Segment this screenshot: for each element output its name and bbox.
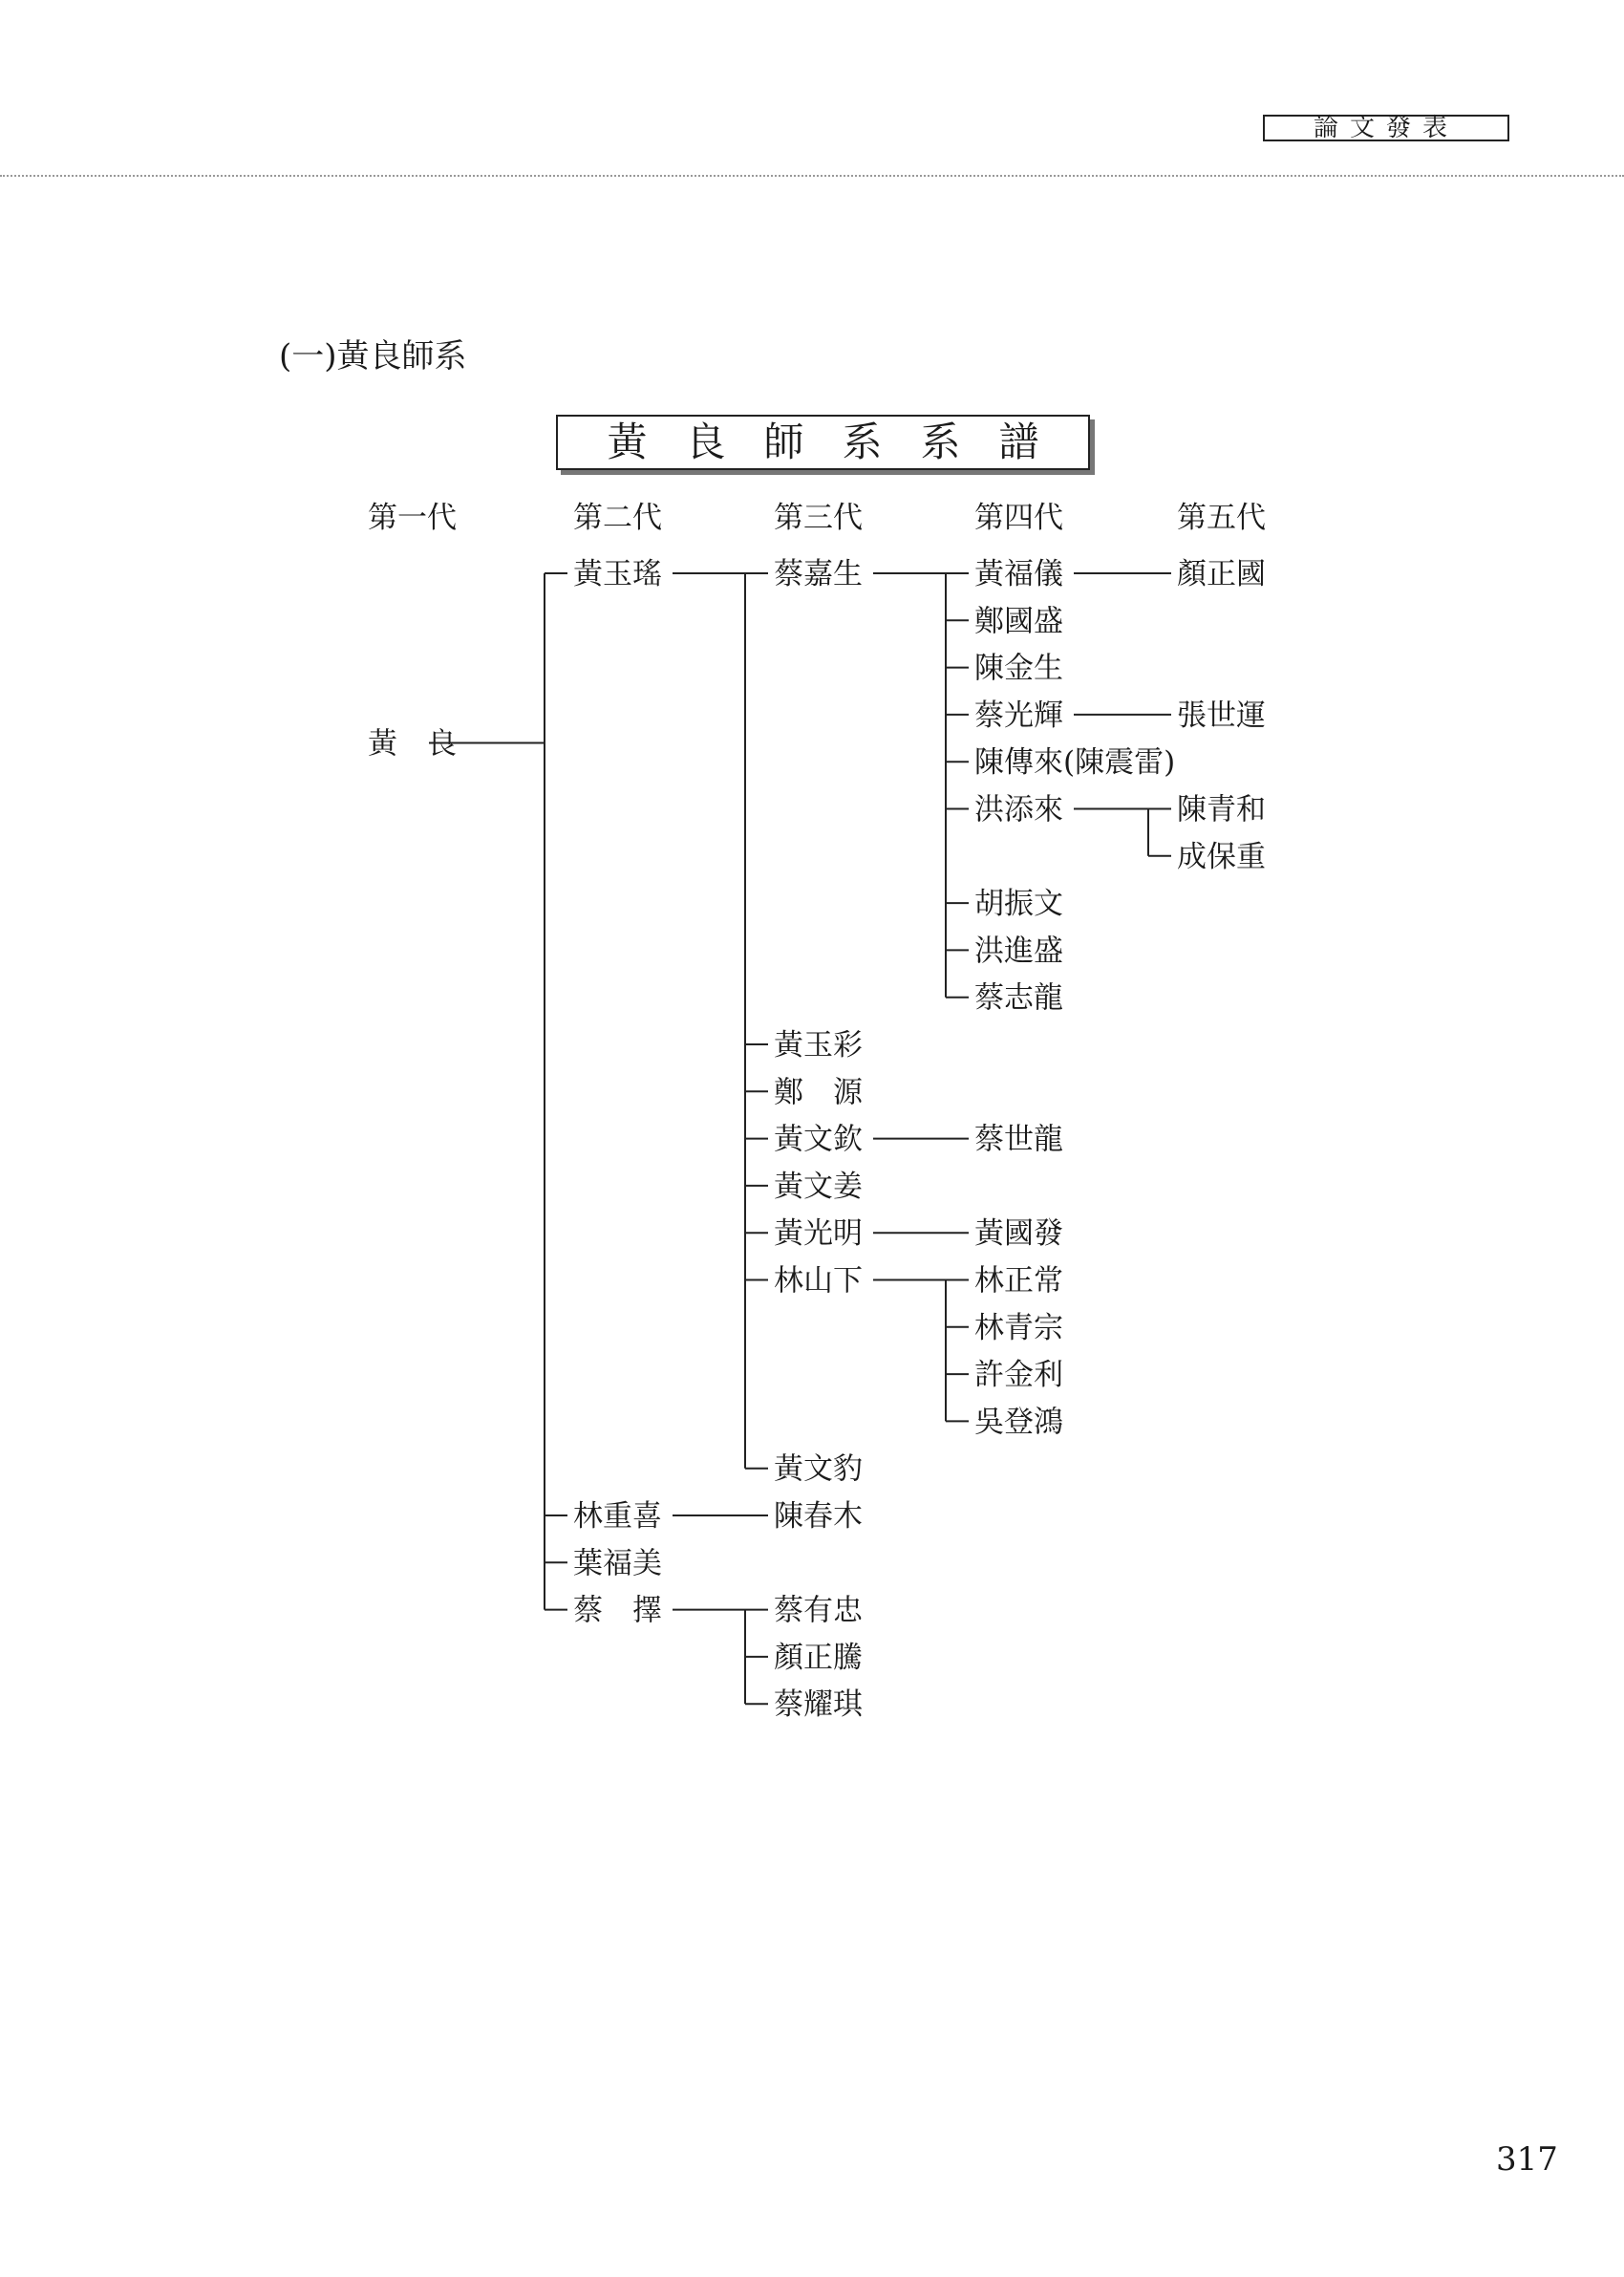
member-name-gen3: 蔡嘉生	[774, 557, 863, 591]
member-name-gen3: 鄭 源	[774, 1075, 863, 1110]
section-heading: (一)黃良師系	[279, 337, 467, 376]
member-name-gen4: 黃福儀	[974, 557, 1063, 591]
member-name-gen3: 黃文豹	[774, 1451, 863, 1487]
member-name-gen2: 黃玉瑤	[573, 557, 662, 591]
member-name-gen4: 胡振文	[974, 887, 1063, 922]
member-name-gen3: 黃光明	[774, 1216, 863, 1252]
member-name-gen3: 陳春木	[774, 1499, 863, 1534]
member-name-gen4: 陳傳來(陳震雷)	[974, 745, 1176, 781]
member-name-gen5: 陳青和	[1177, 792, 1266, 827]
member-name-gen5: 張世運	[1177, 698, 1266, 733]
member-name-gen5: 成保重	[1177, 839, 1266, 874]
member-name-gen4: 陳金生	[974, 651, 1063, 686]
member-name-gen4: 林青宗	[974, 1310, 1063, 1345]
member-name-gen4: 鄭國盛	[974, 604, 1063, 639]
member-name-gen3: 蔡耀琪	[774, 1687, 863, 1723]
chart-title: 黃良師系系譜	[556, 415, 1090, 470]
member-name-gen2: 林重喜	[573, 1499, 662, 1534]
generation-header: 第五代	[1177, 501, 1266, 535]
section-tag: 論文發表	[1263, 115, 1509, 141]
generation-header: 第二代	[573, 501, 662, 535]
member-name-gen3: 黃文姜	[774, 1169, 863, 1204]
member-name-gen4: 黃國發	[974, 1216, 1063, 1252]
page-number: 317	[1496, 2140, 1558, 2179]
generation-header: 第四代	[974, 501, 1063, 535]
member-name-gen3: 黃玉彩	[774, 1028, 863, 1063]
member-name-gen4: 蔡世龍	[974, 1122, 1063, 1157]
member-name-gen4: 許金利	[974, 1358, 1063, 1393]
member-name-gen3: 蔡有忠	[774, 1593, 863, 1628]
member-name-gen3: 黃文欽	[774, 1122, 863, 1157]
member-name-gen4: 蔡光輝	[974, 698, 1063, 733]
generation-header: 第三代	[774, 501, 863, 535]
member-name-gen5: 顏正國	[1177, 557, 1266, 591]
member-name-gen4: 蔡志龍	[974, 980, 1063, 1016]
member-name-gen4: 林正常	[974, 1263, 1063, 1299]
member-name-gen1: 黃 良	[368, 726, 457, 762]
member-name-gen4: 洪進盛	[974, 934, 1063, 969]
member-name-gen4: 洪添來	[974, 792, 1063, 827]
generation-header: 第一代	[368, 501, 457, 535]
member-name-gen3: 顏正騰	[774, 1640, 863, 1675]
member-name-gen3: 林山下	[774, 1263, 863, 1299]
member-name-gen4: 吳登鴻	[974, 1405, 1063, 1440]
member-name-gen2: 蔡 擇	[573, 1593, 662, 1628]
member-name-gen2: 葉福美	[573, 1546, 662, 1581]
